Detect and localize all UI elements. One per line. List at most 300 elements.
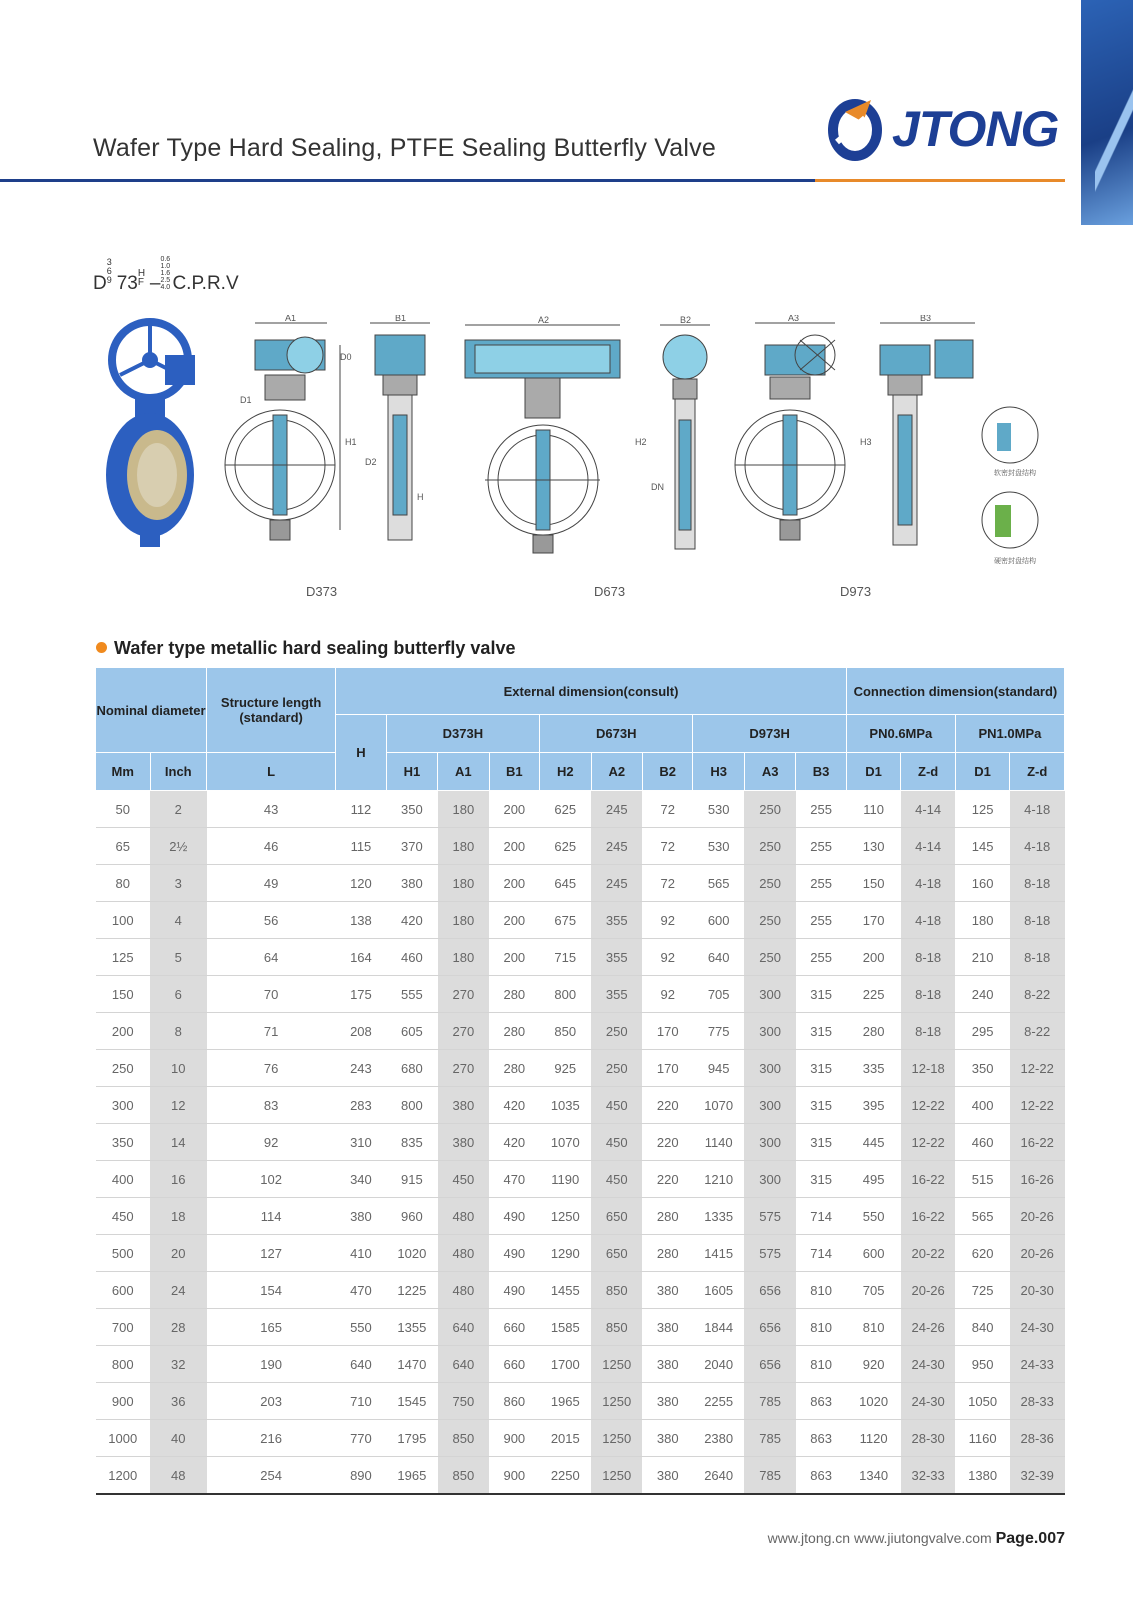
table-cell: 2½ xyxy=(150,828,207,865)
table-cell: 283 xyxy=(336,1087,386,1124)
caption-d673: D673 xyxy=(594,584,626,599)
table-row xyxy=(96,1050,1065,1087)
header-pn06: PN0.6MPa xyxy=(846,715,955,753)
table-cell: 8 xyxy=(150,1013,207,1050)
table-cell: 18 xyxy=(150,1198,207,1235)
table-cell: 380 xyxy=(642,1309,692,1346)
table-cell: 660 xyxy=(489,1309,539,1346)
table-cell: 200 xyxy=(846,939,901,976)
table-cell: 20-26 xyxy=(901,1272,956,1309)
table-cell: 656 xyxy=(744,1309,795,1346)
table-cell: 2380 xyxy=(693,1420,744,1457)
table-cell: 656 xyxy=(744,1346,795,1383)
table-cell: 36 xyxy=(150,1383,207,1420)
table-cell: 190 xyxy=(207,1346,336,1383)
table-cell: 660 xyxy=(489,1346,539,1383)
table-cell: 480 xyxy=(438,1235,489,1272)
table-cell: 460 xyxy=(386,939,437,976)
table-cell: 1020 xyxy=(846,1383,901,1420)
table-cell: 20-22 xyxy=(901,1235,956,1272)
table-cell: 280 xyxy=(642,1235,692,1272)
table-cell: 24-30 xyxy=(901,1346,956,1383)
table-cell: 380 xyxy=(642,1420,692,1457)
header-d973h: D973H xyxy=(693,715,846,753)
table-cell: 4-18 xyxy=(1010,828,1065,865)
table-cell: 12-18 xyxy=(901,1050,956,1087)
table-cell: 180 xyxy=(438,939,489,976)
table-cell: 8-18 xyxy=(1010,939,1065,976)
table-cell: 420 xyxy=(489,1087,539,1124)
table-cell: 350 xyxy=(386,791,437,828)
table-cell: 16-22 xyxy=(901,1198,956,1235)
caption-d973: D973 xyxy=(840,584,872,599)
footer xyxy=(768,1530,1065,1548)
table-row xyxy=(96,1161,1065,1198)
table-cell: 575 xyxy=(744,1235,795,1272)
detail-caption-2: 硬密封盘结构 xyxy=(994,558,1036,565)
column-header: A2 xyxy=(591,753,642,791)
table-cell: 645 xyxy=(540,865,591,902)
section-title xyxy=(96,638,515,659)
table-cell: 250 xyxy=(96,1050,151,1087)
table-cell: 72 xyxy=(642,791,692,828)
table-cell: 250 xyxy=(744,828,795,865)
dim-label: A3 xyxy=(788,315,800,323)
table-cell: 3 xyxy=(150,865,207,902)
table-cell: 300 xyxy=(744,1161,795,1198)
d673-drawing xyxy=(465,325,710,553)
table-cell: 710 xyxy=(336,1383,386,1420)
column-header: Mm xyxy=(96,753,151,791)
table-cell: 49 xyxy=(207,865,336,902)
table-cell: 863 xyxy=(796,1383,846,1420)
table-cell: 180 xyxy=(438,902,489,939)
table-cell: 450 xyxy=(591,1124,642,1161)
table-cell: 28-36 xyxy=(1010,1420,1065,1457)
table-cell: 1120 xyxy=(846,1420,901,1457)
table-cell: 8-22 xyxy=(1010,976,1065,1013)
dim-label: D1 xyxy=(240,395,252,405)
table-cell: 100 xyxy=(96,902,151,939)
table-cell: 395 xyxy=(846,1087,901,1124)
table-cell: 640 xyxy=(438,1346,489,1383)
table-row xyxy=(96,1383,1065,1420)
table-cell: 400 xyxy=(96,1161,151,1198)
table-cell: 445 xyxy=(846,1124,901,1161)
table-cell: 2255 xyxy=(693,1383,744,1420)
table-cell: 714 xyxy=(796,1198,846,1235)
model-types: 3 6 9 xyxy=(106,257,112,285)
table-cell: 500 xyxy=(96,1235,151,1272)
table-cell: 8-18 xyxy=(1010,902,1065,939)
table-cell: 810 xyxy=(796,1346,846,1383)
table-cell: 24-26 xyxy=(901,1309,956,1346)
table-cell: 203 xyxy=(207,1383,336,1420)
table-cell: 915 xyxy=(386,1161,437,1198)
table-cell: 4-18 xyxy=(901,902,956,939)
table-cell: 4-14 xyxy=(901,791,956,828)
table-cell: 24-30 xyxy=(1010,1309,1065,1346)
table-cell: 200 xyxy=(489,902,539,939)
table-cell: 220 xyxy=(642,1161,692,1198)
table-cell: 565 xyxy=(693,865,744,902)
dim-label: D0 xyxy=(340,352,352,362)
table-cell: 785 xyxy=(744,1457,795,1495)
table-row xyxy=(96,976,1065,1013)
table-cell: 16-26 xyxy=(1010,1161,1065,1198)
table-cell: 20-26 xyxy=(1010,1235,1065,1272)
table-cell: 810 xyxy=(846,1309,901,1346)
header-rule-accent xyxy=(815,179,1065,182)
model-seal: H F xyxy=(137,268,146,288)
table-cell: 900 xyxy=(489,1457,539,1495)
table-row xyxy=(96,1309,1065,1346)
table-cell: 14 xyxy=(150,1124,207,1161)
table-cell: 300 xyxy=(744,1050,795,1087)
table-cell: 220 xyxy=(642,1124,692,1161)
table-cell: 600 xyxy=(846,1235,901,1272)
table-cell: 380 xyxy=(642,1346,692,1383)
table-cell: 945 xyxy=(693,1050,744,1087)
table-cell: 8-18 xyxy=(901,939,956,976)
d973-drawing xyxy=(735,323,975,545)
table-cell: 200 xyxy=(489,865,539,902)
table-cell: 656 xyxy=(744,1272,795,1309)
caption-d373: D373 xyxy=(306,584,338,599)
table-cell: 450 xyxy=(591,1087,642,1124)
table-row xyxy=(96,828,1065,865)
table-cell: 640 xyxy=(438,1309,489,1346)
table-cell: 920 xyxy=(846,1346,901,1383)
table-cell: 775 xyxy=(693,1013,744,1050)
table-cell: 280 xyxy=(489,976,539,1013)
dim-label: B1 xyxy=(395,315,407,323)
table-cell: 243 xyxy=(336,1050,386,1087)
table-cell: 900 xyxy=(489,1420,539,1457)
table-cell: 1380 xyxy=(955,1457,1010,1495)
dim-label: D2 xyxy=(365,457,377,467)
table-cell: 24 xyxy=(150,1272,207,1309)
table-cell: 250 xyxy=(744,939,795,976)
table-cell: 355 xyxy=(591,902,642,939)
table-cell: 1965 xyxy=(540,1383,591,1420)
table-cell: 71 xyxy=(207,1013,336,1050)
table-cell: 960 xyxy=(386,1198,437,1235)
table-cell: 2640 xyxy=(693,1457,744,1495)
dim-label: B2 xyxy=(680,315,692,325)
table-cell: 115 xyxy=(336,828,386,865)
table-cell: 315 xyxy=(796,976,846,1013)
table-cell: 380 xyxy=(642,1272,692,1309)
header-rule xyxy=(0,179,815,182)
table-cell: 83 xyxy=(207,1087,336,1124)
table-cell: 92 xyxy=(207,1124,336,1161)
header-structure: Structure length (standard) xyxy=(207,668,336,753)
table-cell: 1250 xyxy=(540,1198,591,1235)
table-cell: 280 xyxy=(489,1013,539,1050)
table-cell: 145 xyxy=(955,828,1010,865)
model-middle: 73 xyxy=(116,273,138,294)
table-cell: 1605 xyxy=(693,1272,744,1309)
table-cell: 150 xyxy=(96,976,151,1013)
table-cell: 575 xyxy=(744,1198,795,1235)
table-cell: 1415 xyxy=(693,1235,744,1272)
column-header: H2 xyxy=(540,753,591,791)
table-cell: 1070 xyxy=(540,1124,591,1161)
table-cell: 180 xyxy=(438,828,489,865)
table-cell: 245 xyxy=(591,865,642,902)
table-cell: 1210 xyxy=(693,1161,744,1198)
table-cell: 650 xyxy=(591,1235,642,1272)
table-cell: 32-33 xyxy=(901,1457,956,1495)
table-cell: 102 xyxy=(207,1161,336,1198)
table-cell: 715 xyxy=(540,939,591,976)
column-header: L xyxy=(207,753,336,791)
table-cell: 8-18 xyxy=(901,1013,956,1050)
page-number: Page.007 xyxy=(995,1530,1065,1547)
table-cell: 4-18 xyxy=(901,865,956,902)
table-cell: 138 xyxy=(336,902,386,939)
table-cell: 165 xyxy=(207,1309,336,1346)
table-cell: 565 xyxy=(955,1198,1010,1235)
table-cell: 164 xyxy=(336,939,386,976)
table-cell: 770 xyxy=(336,1420,386,1457)
table-cell: 850 xyxy=(540,1013,591,1050)
table-cell: 72 xyxy=(642,865,692,902)
table-cell: 705 xyxy=(846,1272,901,1309)
column-header: H1 xyxy=(386,753,437,791)
table-cell: 850 xyxy=(591,1272,642,1309)
table-cell: 300 xyxy=(96,1087,151,1124)
table-cell: 1965 xyxy=(386,1457,437,1495)
table-cell: 280 xyxy=(846,1013,901,1050)
table-cell: 40 xyxy=(150,1420,207,1457)
table-cell: 28-30 xyxy=(901,1420,956,1457)
table-cell: 28-33 xyxy=(1010,1383,1065,1420)
d373-drawing xyxy=(225,323,430,540)
table-cell: 46 xyxy=(207,828,336,865)
dim-label: A2 xyxy=(538,315,550,325)
table-cell: 925 xyxy=(540,1050,591,1087)
table-cell: 900 xyxy=(96,1383,151,1420)
table-cell: 1795 xyxy=(386,1420,437,1457)
table-cell: 380 xyxy=(336,1198,386,1235)
table-cell: 20-30 xyxy=(1010,1272,1065,1309)
table-cell: 4-18 xyxy=(1010,791,1065,828)
page-title: Wafer Type Hard Sealing, PTFE Sealing Butterfly Valve xyxy=(93,134,716,162)
table-cell: 1160 xyxy=(955,1420,1010,1457)
table-cell: 180 xyxy=(955,902,1010,939)
table-cell: 725 xyxy=(955,1272,1010,1309)
table-cell: 175 xyxy=(336,976,386,1013)
table-cell: 420 xyxy=(386,902,437,939)
column-header-row xyxy=(96,753,1065,791)
table-cell: 255 xyxy=(796,902,846,939)
model-prefix: D xyxy=(93,273,107,294)
table-cell: 380 xyxy=(438,1124,489,1161)
table-cell: 640 xyxy=(693,939,744,976)
table-cell: 480 xyxy=(438,1272,489,1309)
table-cell: 300 xyxy=(744,1124,795,1161)
table-cell: 24-30 xyxy=(901,1383,956,1420)
table-cell: 1140 xyxy=(693,1124,744,1161)
table-cell: 840 xyxy=(955,1309,1010,1346)
table-cell: 605 xyxy=(386,1013,437,1050)
table-cell: 480 xyxy=(438,1198,489,1235)
table-cell: 1190 xyxy=(540,1161,591,1198)
table-cell: 530 xyxy=(693,791,744,828)
table-cell: 490 xyxy=(489,1198,539,1235)
table-cell: 125 xyxy=(955,791,1010,828)
table-cell: 255 xyxy=(796,828,846,865)
table-cell: 460 xyxy=(955,1124,1010,1161)
table-cell: 355 xyxy=(591,939,642,976)
table-row xyxy=(96,1272,1065,1309)
table-cell: 315 xyxy=(796,1124,846,1161)
table-cell: 56 xyxy=(207,902,336,939)
table-cell: 1355 xyxy=(386,1309,437,1346)
table-cell: 495 xyxy=(846,1161,901,1198)
table-cell: 64 xyxy=(207,939,336,976)
table-cell: 12-22 xyxy=(901,1124,956,1161)
table-cell: 2 xyxy=(150,791,207,828)
table-cell: 355 xyxy=(591,976,642,1013)
header-d673h: D673H xyxy=(540,715,693,753)
table-cell: 470 xyxy=(489,1161,539,1198)
spec-table xyxy=(95,667,1065,1495)
table-cell: 1700 xyxy=(540,1346,591,1383)
table-cell: 70 xyxy=(207,976,336,1013)
section-title-text: Wafer type metallic hard sealing butterfly valve xyxy=(114,638,516,658)
table-cell: 6 xyxy=(150,976,207,1013)
table-cell: 450 xyxy=(96,1198,151,1235)
table-cell: 1290 xyxy=(540,1235,591,1272)
dim-label: A1 xyxy=(285,315,297,323)
table-cell: 180 xyxy=(438,865,489,902)
footer-urls: www.jtong.cn www.jiutongvalve.com xyxy=(767,1530,992,1546)
table-cell: 750 xyxy=(438,1383,489,1420)
table-row xyxy=(96,1420,1065,1457)
table-cell: 310 xyxy=(336,1124,386,1161)
table-cell: 250 xyxy=(591,1050,642,1087)
table-cell: 555 xyxy=(386,976,437,1013)
table-cell: 280 xyxy=(642,1198,692,1235)
table-cell: 530 xyxy=(693,828,744,865)
table-cell: 350 xyxy=(955,1050,1010,1087)
table-cell: 600 xyxy=(693,902,744,939)
table-cell: 490 xyxy=(489,1272,539,1309)
table-cell: 250 xyxy=(744,791,795,828)
table-cell: 28 xyxy=(150,1309,207,1346)
table-cell: 20-26 xyxy=(1010,1198,1065,1235)
table-cell: 640 xyxy=(336,1346,386,1383)
table-cell: 1225 xyxy=(386,1272,437,1309)
table-cell: 180 xyxy=(438,791,489,828)
column-header: D1 xyxy=(846,753,901,791)
table-cell: 315 xyxy=(796,1161,846,1198)
table-cell: 625 xyxy=(540,791,591,828)
table-cell: 254 xyxy=(207,1457,336,1495)
table-cell: 300 xyxy=(744,1087,795,1124)
table-cell: 216 xyxy=(207,1420,336,1457)
table-cell: 250 xyxy=(744,865,795,902)
table-cell: 1250 xyxy=(591,1457,642,1495)
table-cell: 350 xyxy=(96,1124,151,1161)
table-row xyxy=(96,1457,1065,1495)
table-row xyxy=(96,902,1065,939)
table-cell: 860 xyxy=(489,1383,539,1420)
table-cell: 700 xyxy=(96,1309,151,1346)
table-cell: 8-18 xyxy=(1010,865,1065,902)
table-cell: 10 xyxy=(150,1050,207,1087)
table-cell: 12-22 xyxy=(1010,1087,1065,1124)
table-cell: 72 xyxy=(642,828,692,865)
table-cell: 1250 xyxy=(591,1383,642,1420)
table-cell: 650 xyxy=(591,1198,642,1235)
table-row xyxy=(96,1087,1065,1124)
table-cell: 810 xyxy=(796,1272,846,1309)
column-header: Z-d xyxy=(901,753,956,791)
table-cell: 270 xyxy=(438,1013,489,1050)
table-cell: 1455 xyxy=(540,1272,591,1309)
header-h: H xyxy=(336,715,386,791)
table-cell: 800 xyxy=(96,1346,151,1383)
table-cell: 625 xyxy=(540,828,591,865)
table-cell: 200 xyxy=(96,1013,151,1050)
table-cell: 515 xyxy=(955,1161,1010,1198)
column-header: B2 xyxy=(642,753,692,791)
table-cell: 1250 xyxy=(591,1346,642,1383)
table-cell: 4-14 xyxy=(901,828,956,865)
table-cell: 210 xyxy=(955,939,1010,976)
table-cell: 2015 xyxy=(540,1420,591,1457)
table-cell: 1200 xyxy=(96,1457,151,1495)
table-cell: 1035 xyxy=(540,1087,591,1124)
table-cell: 92 xyxy=(642,902,692,939)
table-cell: 380 xyxy=(438,1087,489,1124)
table-cell: 255 xyxy=(796,791,846,828)
table-cell: 80 xyxy=(96,865,151,902)
table-cell: 785 xyxy=(744,1420,795,1457)
table-cell: 16-22 xyxy=(901,1161,956,1198)
table-row xyxy=(96,1013,1065,1050)
table-cell: 4 xyxy=(150,902,207,939)
table-cell: 863 xyxy=(796,1420,846,1457)
table-cell: 220 xyxy=(642,1087,692,1124)
table-cell: 315 xyxy=(796,1087,846,1124)
table-cell: 150 xyxy=(846,865,901,902)
dim-label: H xyxy=(417,492,424,502)
valve-photo xyxy=(106,322,195,547)
table-cell: 470 xyxy=(336,1272,386,1309)
table-cell: 12-22 xyxy=(1010,1050,1065,1087)
table-cell: 315 xyxy=(796,1050,846,1087)
table-cell: 114 xyxy=(207,1198,336,1235)
column-header: B1 xyxy=(489,753,539,791)
table-cell: 20 xyxy=(150,1235,207,1272)
table-cell: 245 xyxy=(591,828,642,865)
table-cell: 1545 xyxy=(386,1383,437,1420)
table-cell: 340 xyxy=(336,1161,386,1198)
table-cell: 1844 xyxy=(693,1309,744,1346)
table-cell: 270 xyxy=(438,1050,489,1087)
table-cell: 890 xyxy=(336,1457,386,1495)
table-cell: 48 xyxy=(150,1457,207,1495)
table-cell: 1335 xyxy=(693,1198,744,1235)
table-cell: 2250 xyxy=(540,1457,591,1495)
spec-table-body xyxy=(96,791,1065,1495)
table-cell: 714 xyxy=(796,1235,846,1272)
